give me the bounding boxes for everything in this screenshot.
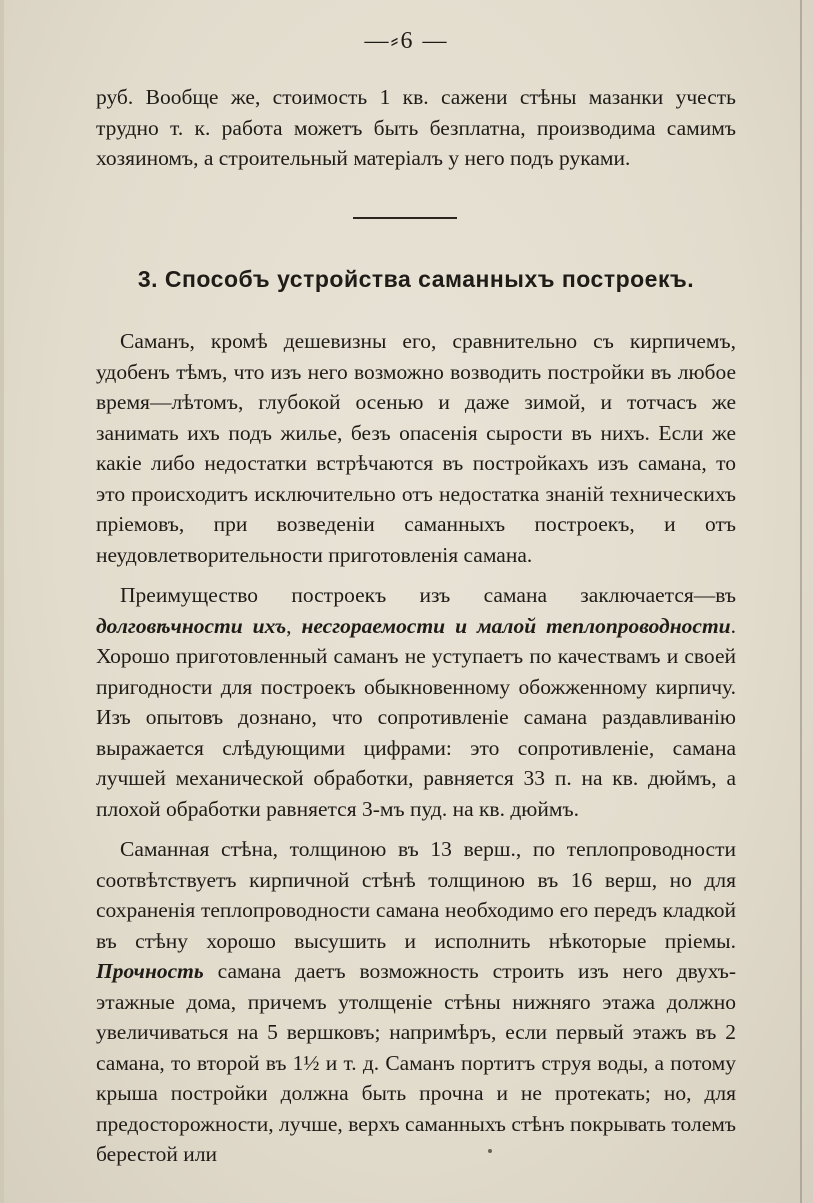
- paragraph-2-emphasis-3: и малой теплопроводности: [455, 613, 731, 638]
- section-heading: 3. Способъ устройства саманныхъ построекъ.: [137, 266, 695, 292]
- intro-paragraph-block: [96, 82, 736, 174]
- page-number: —⸗6 —: [364, 28, 449, 54]
- paragraph-2: [96, 580, 736, 824]
- paragraph-2-separator-1: ,: [286, 613, 302, 638]
- paragraph-2-separator-2: [445, 614, 455, 638]
- paragraph-2-end: . Хорошо приготовленный саманъ не уступаетъ по качествамъ и своей пригодности для построекъ обыкновенному обожженному кирпичу. Изъ опытовъ дознано, что сопротивленіе самана раздавливанію выражается слѣдующими цифрами: это сопротивленіе, самана лучшей механической обработки, равняется 33 п. на кв. дюймъ, а плохой обработки равняется 3-мъ пуд. на кв. дюймъ.: [96, 613, 737, 821]
- body-text: [96, 326, 736, 1180]
- paragraph-3-emphasis: Прочность: [96, 959, 204, 983]
- intro-paragraph: руб. Вообще же, стоимость 1 кв. сажени стѣны мазанки учесть трудно т. к. работа можетъ быть безплатна, производима самимъ хозяиномъ, а строительный матеріалъ у него подъ руками.: [96, 85, 736, 170]
- paragraph-3: [96, 834, 736, 1170]
- paragraph-2-emphasis-2: несгораемости: [301, 613, 446, 638]
- paragraph-2-start: Преимущество построекъ изъ самана заключается—въ: [120, 583, 736, 607]
- ink-speck: [488, 1149, 492, 1153]
- paragraph-3-end: самана даетъ возможность строить изъ него двухъ-этажные дома, причемъ утолщеніе стѣны нижняго этажа должно увеличиваться на 5 вершковъ; напримѣръ, если первый этажъ въ 2 самана, то второй въ 1½ и т. д. Саманъ портитъ струя воды, а потому крыша постройки должна быть прочна и не протекать; но, для предосторожности, лучше, верхъ саманныхъ стѣнъ покрывать толемъ берестой или: [96, 959, 736, 1166]
- paragraph-2-emphasis-1: долговѣчности ихъ: [96, 613, 287, 638]
- paragraph-3-start: Саманная стѣна, толщиною въ 13 верш., по теплопроводности соотвѣтствуетъ кирпичной стѣнѣ толщиною въ 16 верш, но для сохраненія теплопроводности самана необходимо его передъ кладкой въ стѣну хорошо высушить и исполнить нѣкоторые пріемы.: [96, 837, 736, 953]
- page-left-edge: [0, 0, 4, 1203]
- section-separator: [353, 217, 457, 219]
- page-right-edge: [800, 0, 802, 1203]
- paragraph-1: Саманъ, кромѣ дешевизны его, сравнительно съ кирпичемъ, удобенъ тѣмъ, что изъ него возможно возводить постройки въ любое время—лѣтомъ, глубокой осенью и даже зимой, и тотчасъ же занимать ихъ подъ жилье, безъ опасенія сырости въ нихъ. Если же какіе либо недостатки встрѣчаются въ постройкахъ изъ самана, то это происходитъ исключительно отъ недостатка знаній техническихъ пріемовъ, при возведеніи саманныхъ построекъ, и отъ неудовлетворительности приготовленія самана.: [96, 329, 736, 567]
